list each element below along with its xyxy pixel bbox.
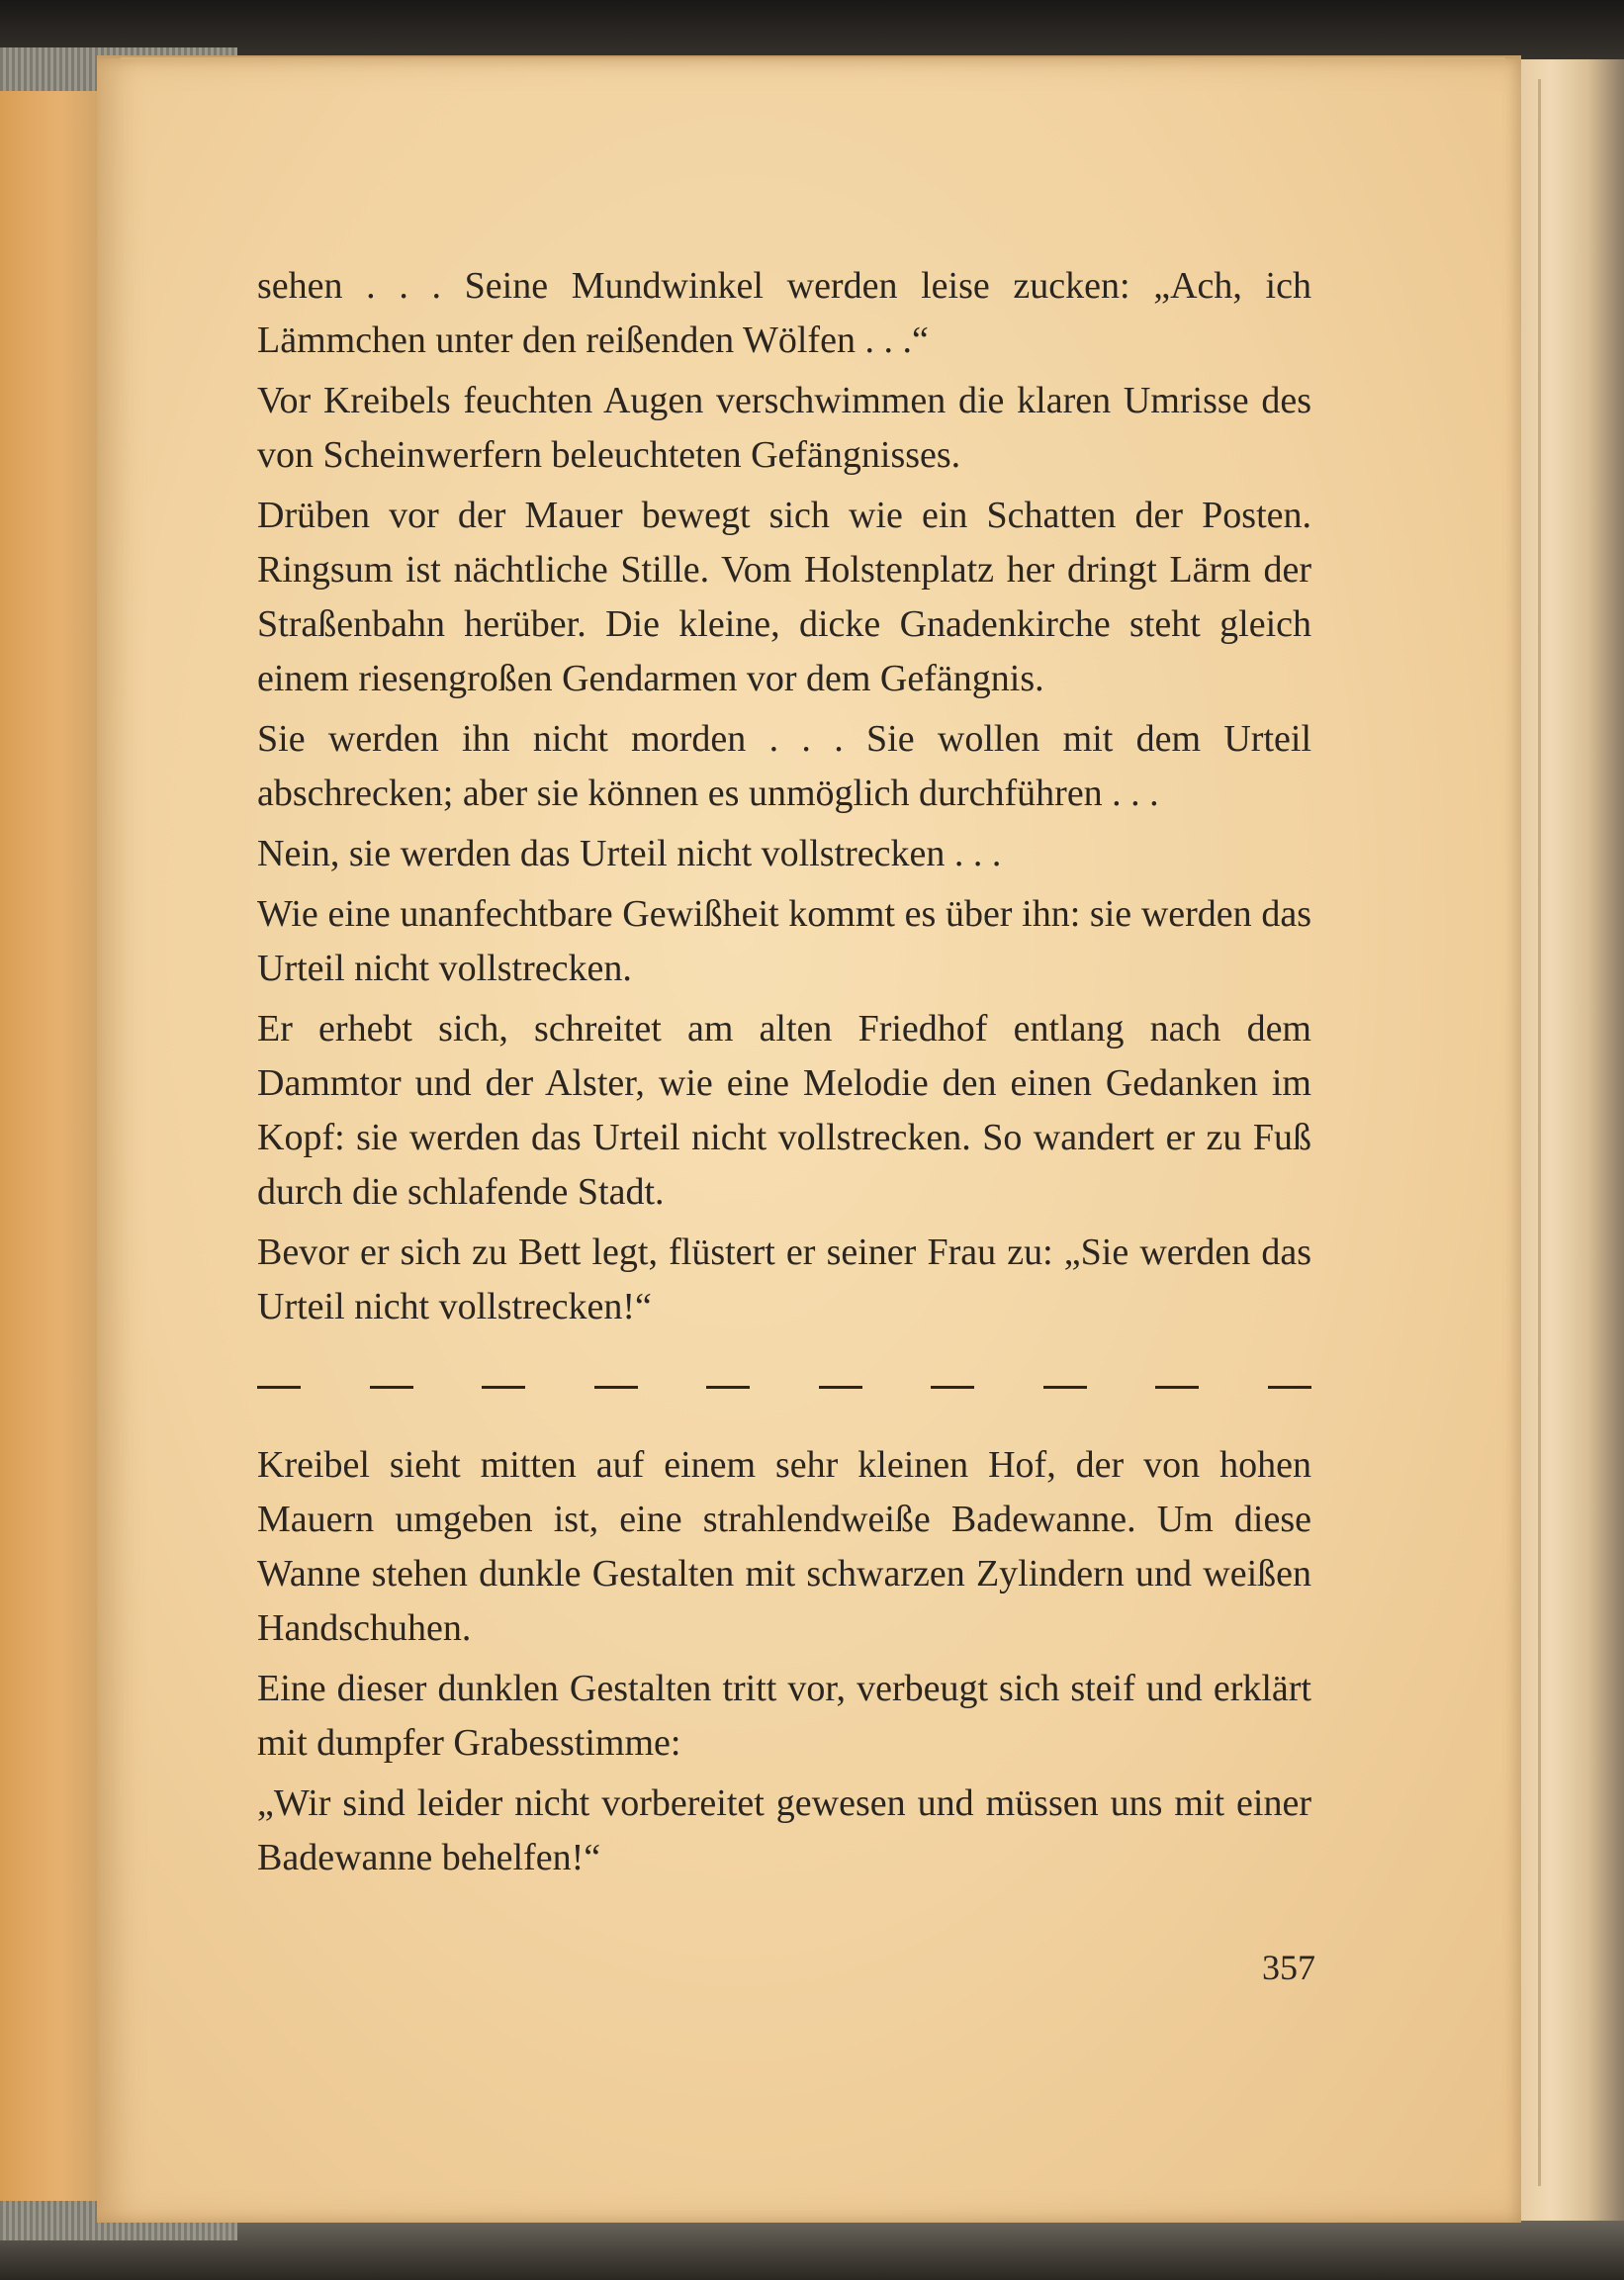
page-stack: [1503, 59, 1624, 2221]
separator-dash: [1268, 1386, 1311, 1389]
page-number: 357: [1262, 1948, 1315, 1987]
paragraph: Er erhebt sich, schreitet am alten Friedhof entlang nach dem Dammtor und der Alster, wie eine Melodie den einen Gedanken im Kopf: sie werden das Urteil nicht vollstrecken. So wandert er zu Fuß durch die schlafende Stadt.: [257, 1008, 1311, 1213]
separator-dash: [482, 1386, 525, 1389]
separator-dash: [257, 1386, 301, 1389]
separator-dash: [594, 1386, 638, 1389]
page-text: [257, 259, 1311, 1891]
paragraph: Bevor er sich zu Bett legt, flüstert er seiner Frau zu: „Sie werden das Urteil nicht vollstrecken!“: [257, 1231, 1311, 1327]
separator-dash: [370, 1386, 413, 1389]
separator-dash: [931, 1386, 974, 1389]
separator-dash: [1043, 1386, 1087, 1389]
paragraph: Nein, sie werden das Urteil nicht vollstrecken . . .: [257, 833, 1002, 874]
separator-dash: [1155, 1386, 1199, 1389]
paragraph: Eine dieser dunklen Gestalten tritt vor, verbeugt sich steif und erklärt mit dumpfer Grabesstimme:: [257, 1668, 1311, 1764]
paragraph: „Wir sind leider nicht vorbereitet gewesen und müssen uns mit einer Badewanne behelfen!“: [257, 1782, 1311, 1878]
book-cover-left: [0, 87, 113, 2214]
page-top-edge: [121, 57, 1505, 71]
section-separator: [257, 1360, 1311, 1414]
paragraph: sehen . . . Seine Mundwinkel werden leise zucken: „Ach, ich Lämmchen unter den reißenden Wölfen . . .“: [257, 265, 1311, 361]
paragraph: Wie eine unanfechtbare Gewißheit kommt es über ihn: sie werden das Urteil nicht vollstrecken.: [257, 893, 1311, 989]
paragraph: Sie werden ihn nicht morden . . . Sie wollen mit dem Urteil abschrecken; aber sie können es unmöglich durchführen . . .: [257, 718, 1311, 814]
background-bottom: [0, 2216, 1624, 2280]
separator-dash: [819, 1386, 862, 1389]
separator-dash: [706, 1386, 750, 1389]
paragraph: Kreibel sieht mitten auf einem sehr kleinen Hof, der von hohen Mauern umgeben ist, eine strahlendweiße Badewanne. Um diese Wanne stehen dunkle Gestalten mit schwarzen Zylindern und weißen Handschuhen.: [257, 1444, 1311, 1649]
page-stack-edge: [1538, 79, 1541, 2186]
paragraph: Drüben vor der Mauer bewegt sich wie ein Schatten der Posten. Ringsum ist nächtliche Stille. Vom Holstenplatz her dringt Lärm der Straßenbahn herüber. Die kleine, dicke Gnadenkirche steht gleich einem riesengroßen Gendarmen vor dem Gefängnis.: [257, 495, 1311, 699]
paragraph: Vor Kreibels feuchten Augen verschwimmen die klaren Umrisse des von Scheinwerfern beleuchteten Gefängnisses.: [257, 380, 1311, 476]
